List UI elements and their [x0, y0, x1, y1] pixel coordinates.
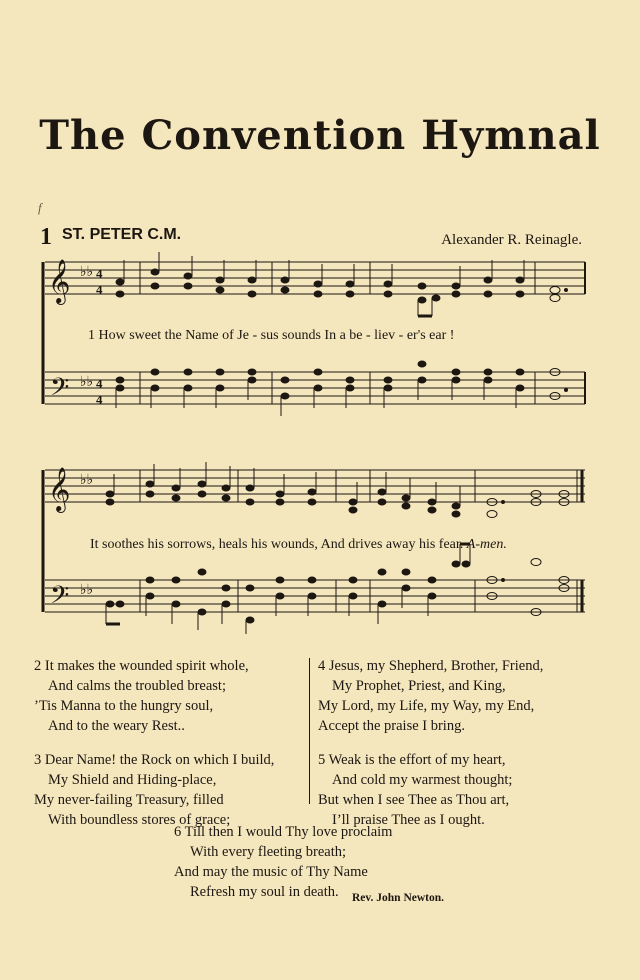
verse-6 — [174, 822, 392, 902]
author-credit: Rev. John Newton. — [352, 892, 445, 904]
lyric-line-2-text: It soothes his sorrows, heals his wounds, And drives away his fear. — [90, 537, 464, 552]
verse-line: My Lord, my Life, my Way, my End, — [318, 698, 535, 714]
verse-line: Refresh my soul in death. — [190, 884, 339, 900]
page-title: The Convention Hymnal — [39, 112, 601, 159]
lyric-line-2 — [90, 537, 507, 553]
lyric-line-1: 1 How sweet the Name of Je - sus sounds In a be - liev - er's ear ! — [88, 328, 455, 343]
verse-line: But when I see Thee as Thou art, — [318, 792, 510, 808]
verse-line: My Shield and Hiding-place, — [48, 772, 217, 788]
svg-text:4: 4 — [96, 376, 103, 391]
verse-2 — [34, 656, 304, 736]
tune-name: ST. PETER C.M. — [62, 226, 182, 243]
svg-text:𝄢: 𝄢 — [50, 373, 70, 408]
svg-text:♭♭: ♭♭ — [80, 473, 94, 488]
verse-line: With every fleeting breath; — [190, 844, 347, 860]
svg-text:𝄞: 𝄞 — [48, 467, 71, 511]
hymn-number: 1 — [40, 224, 52, 250]
verse-line: 6 Till then I would Thy love proclaim — [174, 824, 393, 840]
composer-credit: Alexander R. Reinagle. — [441, 232, 582, 248]
verse-line: Accept the praise I bring. — [318, 718, 465, 734]
column-divider — [309, 658, 310, 804]
verses-left-column — [34, 656, 304, 844]
verse-line: 3 Dear Name! the Rock on which I build, — [34, 752, 275, 768]
verse-line: ’Tis Manna to the hungry soul, — [34, 698, 214, 714]
verse-line: I’ll praise Thee as I ought. — [332, 812, 485, 828]
verses-right-column — [318, 656, 608, 844]
svg-text:4: 4 — [96, 392, 103, 407]
verse-5 — [318, 750, 608, 830]
verse-line: 5 Weak is the effort of my heart, — [318, 752, 506, 768]
svg-text:𝄢: 𝄢 — [50, 581, 70, 616]
svg-text:4: 4 — [96, 282, 103, 297]
pencil-mark: f — [38, 200, 42, 215]
verse-line: And calms the troubled breast; — [48, 678, 226, 694]
verse-line: 2 It makes the wounded spirit whole, — [34, 658, 249, 674]
svg-text:𝄞: 𝄞 — [48, 259, 71, 303]
verse-line: My never-failing Treasury, filled — [34, 792, 224, 808]
svg-text:♭♭: ♭♭ — [80, 265, 94, 280]
verse-line: My Prophet, Priest, and King, — [332, 678, 506, 694]
svg-text:♭♭: ♭♭ — [80, 583, 94, 598]
svg-text:4: 4 — [96, 266, 103, 281]
verse-line: And may the music of Thy Name — [174, 864, 368, 880]
amen-label: A-men. — [466, 537, 507, 552]
verse-3 — [34, 750, 304, 830]
verse-line: 4 Jesus, my Shepherd, Brother, Friend, — [318, 658, 544, 674]
verse-4 — [318, 656, 608, 736]
verse-line: And cold my warmest thought; — [332, 772, 513, 788]
svg-text:♭♭: ♭♭ — [80, 375, 94, 390]
verse-line: And to the weary Rest.. — [48, 718, 185, 734]
verse-line: With boundless stores of grace; — [48, 812, 231, 828]
